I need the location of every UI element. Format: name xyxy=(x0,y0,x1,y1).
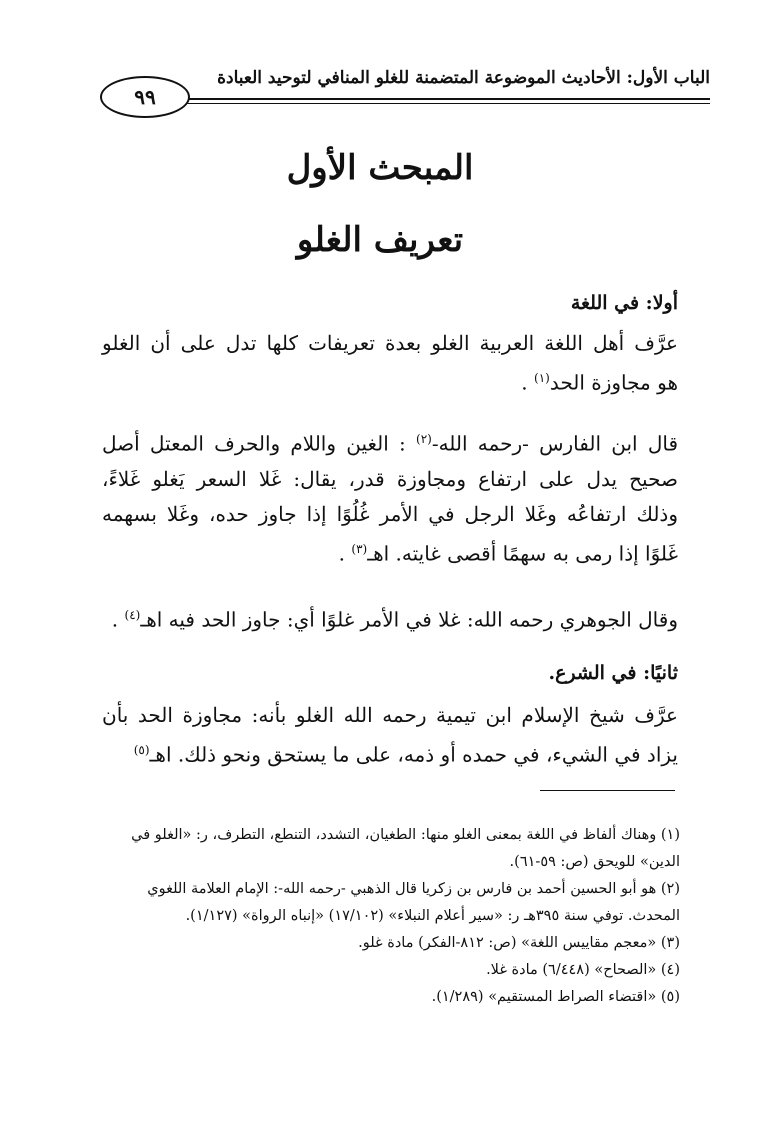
footnote-ref: (٣) xyxy=(351,541,368,556)
running-header xyxy=(100,62,710,109)
footnotes xyxy=(98,822,680,1011)
text-line: قال ابن الفارس -رحمه الله-$^{(٢)}$ : الغين واللام والحرف المعتل أصل xyxy=(102,431,679,456)
text-line: صحيح يدل على ارتفاع ومجاوزة قدر، يقال: غَلا السعر يَغلو غَلاءً، xyxy=(102,466,678,491)
header-rule xyxy=(170,98,710,100)
paragraph-ibn-faris xyxy=(102,422,678,571)
footnote-item: (٥) «اقتضاء الصراط المستقيم» (١/٢٨٩). xyxy=(431,989,680,1005)
text-line: عرَّف أهل اللغة العربية الغلو بعدة تعريفات كلها تدل على أن الغلو xyxy=(102,331,678,355)
footnote-separator xyxy=(540,790,675,791)
text-line: غَلوًا إذا رمى به سهمًا أقصى غايته. اهـ$^{(٣)}$ . xyxy=(338,541,678,566)
chapter-heading: المبحث الأول xyxy=(286,148,474,188)
text-line: وذلك ارتفاعُه وغَلا الرجل في الأمر غُلُوًا إذا جاوز حده، وغَلا بسهمه xyxy=(102,501,678,526)
footnote-item: (٤) «الصحاح» (٦/٤٤٨) مادة غلا. xyxy=(486,962,680,978)
footnote-ref: (٤) xyxy=(124,608,141,622)
footnote-item: (٣) «معجم مقاييس اللغة» (ص: ٨١٢-الفكر) مادة غلو. xyxy=(358,935,680,951)
paragraph-ibn-taymiyya xyxy=(102,698,678,773)
section-heading-sharia: ثانيًا: في الشرع. xyxy=(548,662,678,684)
text-line: هو مجاوزة الحد$^{(١)}$ . xyxy=(521,370,678,395)
paragraph-definition-language xyxy=(102,326,678,401)
text-line: عرَّف شيخ الإسلام ابن تيمية رحمه الله الغلو بأنه: مجاوزة الحد بأن xyxy=(102,703,678,727)
footnote-ref: (١) xyxy=(534,371,550,385)
running-title: الباب الأول: الأحاديث الموضوعة المتضمنة للغلو المنافي لتوحيد العبادة xyxy=(217,68,710,88)
header-rule-thin xyxy=(170,103,710,104)
topic-heading: تعريف الغلو xyxy=(296,220,464,260)
footnote-item: (٢) هو أبو الحسين أحمد بن فارس بن زكريا قال الذهبي -رحمه الله-: الإمام العلامة اللغوي المحدث. توفي سنة ٣٩٥هـ ر: «سير أعلام النبلاء» (١٧/١٠٢) «إنباه الرواة» (١/١٢٧). xyxy=(147,881,680,924)
section-heading-language: أولا: في اللغة xyxy=(570,292,678,314)
footnote-ref: (٢) xyxy=(416,432,432,446)
page-number: ٩٩ xyxy=(100,76,190,118)
text-line: وقال الجوهري رحمه الله: غلا في الأمر غلوًا أي: جاوز الحد فيه اهـ$^{(٤)}$ . xyxy=(111,607,678,632)
paragraph-jawhari xyxy=(102,598,678,638)
footnote-ref: (٥) xyxy=(133,743,150,757)
footnote-item: (١) وهناك ألفاظ في اللغة بمعنى الغلو منها: الطغيان، التشدد، التنطع، التطرف، ر: «الغلو في الدين» للويحق (ص: ٥٩-٦١). xyxy=(131,827,680,870)
text-line: يزاد في الشيء، في حمده أو ذمه، على ما يستحق ونحو ذلك. اهـ$^{(٥)}$ xyxy=(133,742,678,767)
